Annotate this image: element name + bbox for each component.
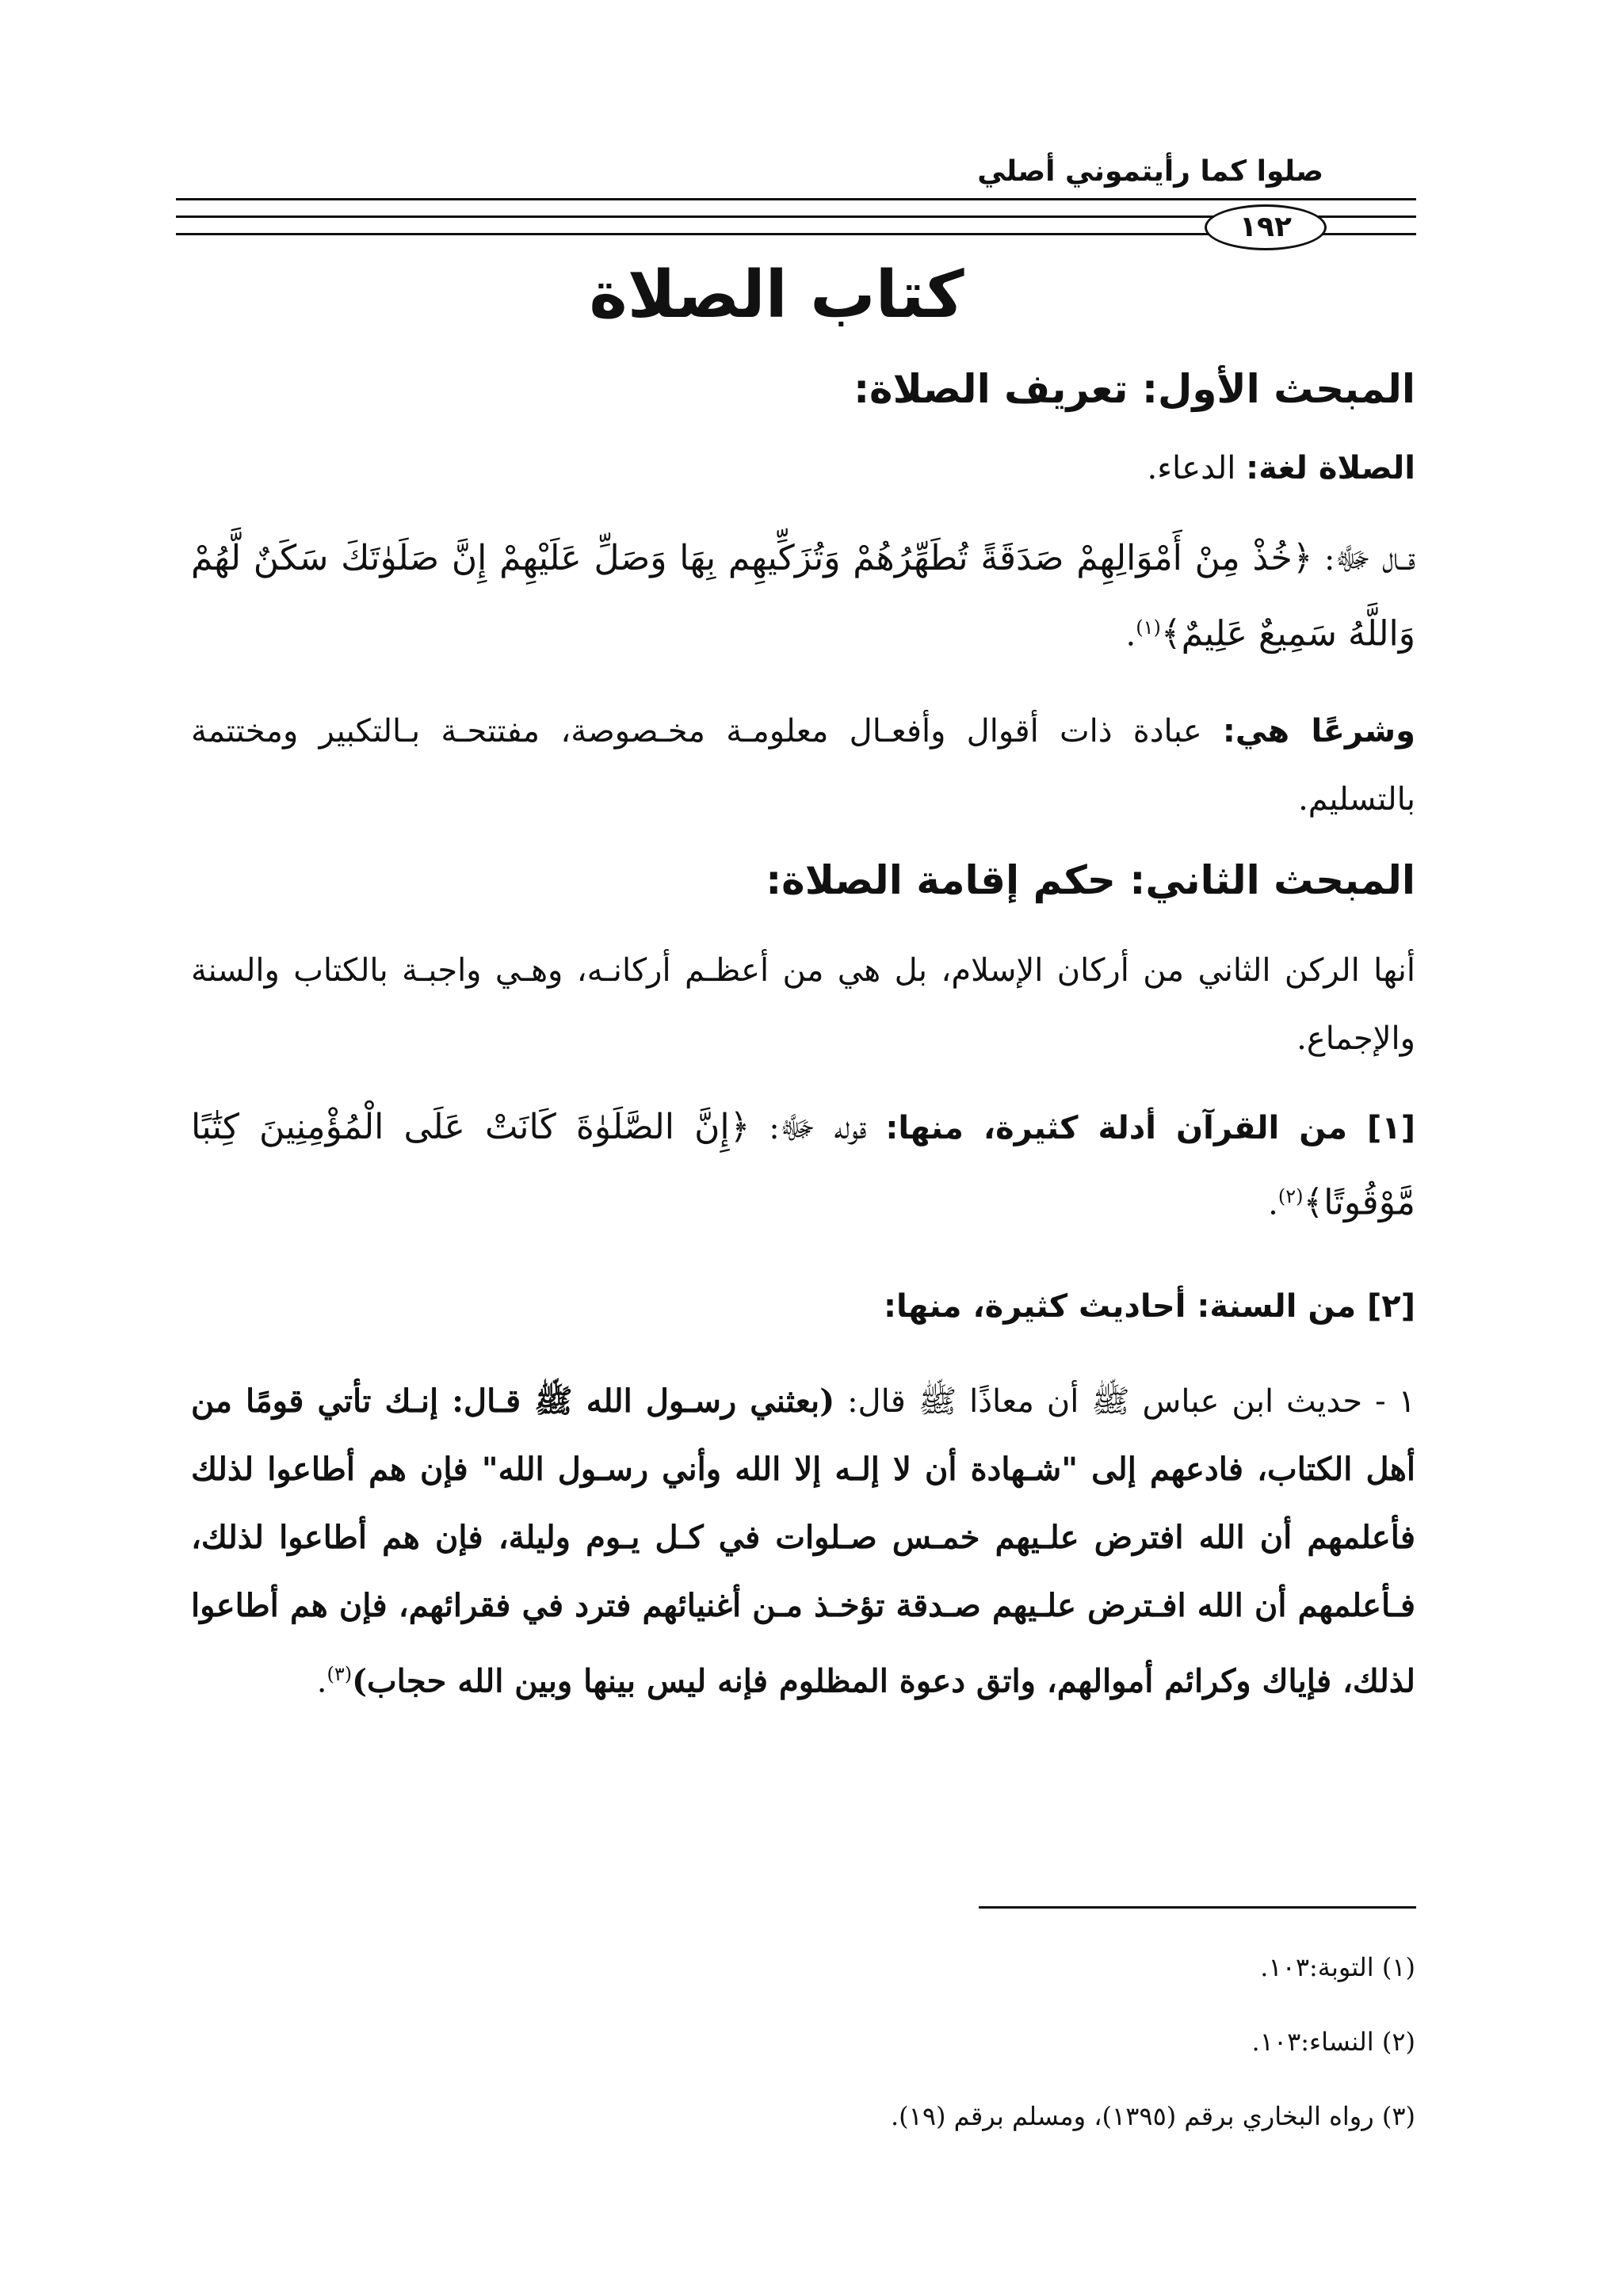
verse1-end: . — [1125, 616, 1136, 654]
hadith-end: . — [316, 1663, 327, 1700]
footnote-1: (١) التوبة:١٠٣. — [1260, 1952, 1415, 1982]
definition-lang-label: الصلاة لغة: — [1246, 450, 1415, 486]
header-rule-top — [176, 198, 1416, 200]
hadith-block — [191, 1367, 1415, 1715]
evidence-quran-label: [١] من القرآن أدلة كثيرة، منها: — [885, 1110, 1416, 1146]
page-number: ١٩٢ — [1205, 204, 1327, 250]
definition-lang — [191, 434, 1415, 502]
running-head: صلوا كما رأيتموني أصلي — [977, 155, 1323, 188]
evidence-sunnah-label: [٢] من السنة: أحاديث كثيرة، منها: — [884, 1288, 1415, 1325]
section2-heading: المبحث الثاني: حكم إقامة الصلاة: — [766, 857, 1415, 903]
footnote-2: (٢) النساء:١٠٣. — [1251, 2027, 1415, 2057]
footnote-3: (٣) رواه البخاري برقم (١٣٩٥)، ومسلم برقم (١٩). — [890, 2101, 1415, 2131]
book-title: كتاب الصلاة — [589, 257, 964, 333]
verse1-text: ﴿خُذْ مِنْ أَمْوَالِهِمْ صَدَقَةً تُطَهِّرُهُمْ وَتُزَكِّيهِم بِهَا وَصَلِّ عَلَيْهِمْ إِنَّ صَلَوٰتَكَ سَكَنٌ لَّهُمْ وَاللَّهُ سَمِيعٌ عَلِيمٌ﴾ — [191, 538, 1415, 654]
definition-shar — [191, 697, 1415, 833]
verse2-end: . — [1268, 1185, 1278, 1222]
verse-block-1 — [191, 524, 1415, 669]
hadith-intro: ١ - حديث ابن عباس ﷺ أن معاذًا ﷺ قال: — [847, 1383, 1415, 1420]
verse2-footnote-ref: (٢) — [1277, 1185, 1304, 1207]
ruling-intro: أنها الركن الثاني من أركان الإسلام، بل هي من أعظـم أركانـه، وهـي واجبـة بالكتاب والسنة والإجماع. — [191, 952, 1415, 1057]
evidence-quran — [191, 1093, 1415, 1238]
hadith-footnote-ref: (٣) — [327, 1663, 353, 1685]
verse1-intro: قــال ﷻ: — [1324, 541, 1416, 578]
verse2-intro: قوله ﷻ: — [769, 1110, 867, 1146]
verse2-text: ﴿إِنَّ الصَّلَوٰةَ كَانَتْ عَلَى الْمُؤْمِنِينَ كِتَٰبًا مَّوْقُوتًا﴾ — [191, 1107, 1415, 1223]
definition-shar-label: وشرعًا هي: — [1222, 713, 1415, 749]
definition-shar-value: عبادة ذات أقوال وأفعـال معلومـة مخـصوصة، مفتتحـة بـالتكبير ومختتمة بالتسليم. — [191, 713, 1415, 818]
section1-heading: المبحث الأول: تعريف الصلاة: — [854, 366, 1415, 412]
hadith-text: (بعثني رسـول الله ﷺ قـال: إنـك تأتي قومًا من أهل الكتاب، فادعهم إلى "شـهادة أن لا إلـه إلا الله وأني رسـول الله" فإن هم أطاعوا لذلك فأعلمهم أن الله افترض علـيهم خمـس صـلوات في كـل يـوم وليلة، فإن هم أطاعوا لذلك، فـأعلمهم أن الله افـترض علـيهم صـدقة تؤخـذ مـن أغنيائهم فترد في فقرائهم، فإن هم أطاعوا لذلك، فإياك وكرائم أموالهم، واتق دعوة المظلوم فإنه ليس بينها وبين الله حجاب) — [191, 1383, 1415, 1700]
verse1-footnote-ref: (١) — [1136, 616, 1161, 639]
definition-lang-value: الدعاء. — [1147, 450, 1236, 486]
footnote-rule — [979, 1906, 1416, 1909]
